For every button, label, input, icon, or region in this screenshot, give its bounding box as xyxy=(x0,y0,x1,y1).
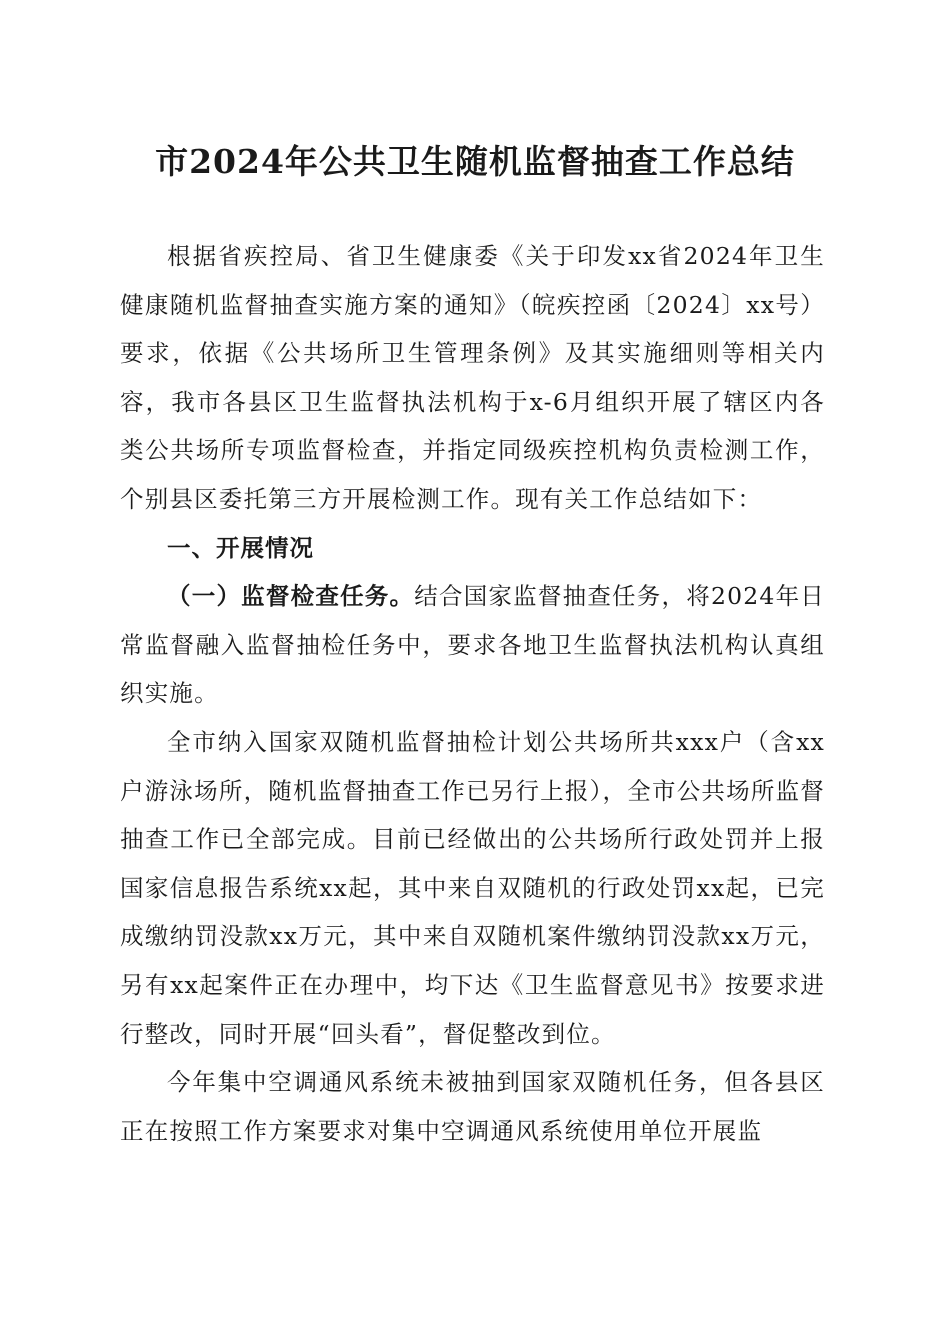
subsection-text-1: 结合国家监督抽查任务，将2024年日常监督融入监督抽检任务中，要求各地卫生监督执法机构认真组织实施。 xyxy=(120,582,826,708)
subsection-paragraph-1 xyxy=(120,572,825,718)
body-paragraph-2: 全市纳入国家双随机监督抽检计划公共场所共xxx户（含xx户游泳场所，随机监督抽查工作已另行上报），全市公共场所监督抽查工作已全部完成。目前已经做出的公共场所行政处罚并上报国家信息报告系统xx起，其中来自双随机的行政处罚xx起，已完成缴纳罚没款xx万元，其中来自双随机案件缴纳罚没款xx万元，另有xx起案件正在办理中，均下达《卫生监督意见书》按要求进行整改，同时开展“回头看”，督促整改到位。 xyxy=(120,727,825,1048)
document-body xyxy=(120,232,825,1155)
document-title: 市2024年公共卫生随机监督抽查工作总结 xyxy=(155,142,795,181)
subsection-label-1: （一）监督检查任务。 xyxy=(167,582,415,611)
section-heading-1: 一、开展情况 xyxy=(167,533,314,562)
intro-paragraph: 根据省疾控局、省卫生健康委《关于印发xx省2024年卫生健康随机监督抽查实施方案的通知》（皖疾控函〔2024〕xx号）要求，依据《公共场所卫生管理条例》及其实施细则等相关内容，我市各县区卫生监督执法机构于x-6月组织开展了辖区内各类公共场所专项监督检查，并指定同级疾控机构负责检测工作，个别县区委托第三方开展检测工作。现有关工作总结如下： xyxy=(120,242,825,513)
body-paragraph-3: 今年集中空调通风系统未被抽到国家双随机任务，但各县区正在按照工作方案要求对集中空调通风系统使用单位开展监 xyxy=(120,1068,825,1145)
